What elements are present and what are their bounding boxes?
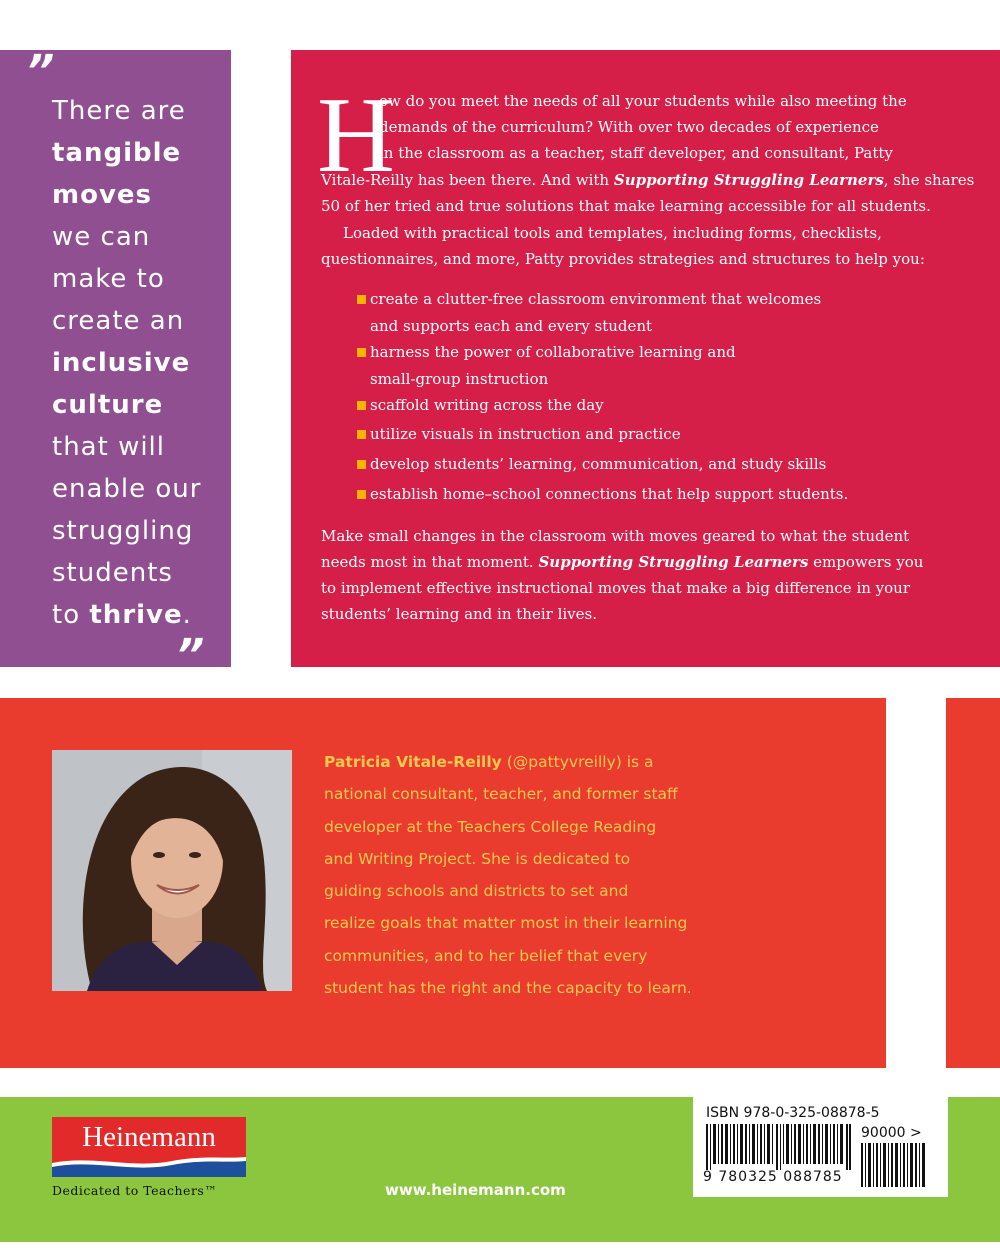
decorative-strip (946, 698, 1000, 1068)
description-line: demands of the curriculum? With over two decades of experience (379, 118, 879, 136)
list-item: harness the power of collaborative learning and small-group instruction (370, 339, 736, 392)
author-bio-panel (0, 698, 886, 1068)
author-handle: (@pattyvreilly) is a (501, 753, 654, 771)
barcode-icon (706, 1124, 851, 1170)
bullet-square-icon (357, 348, 366, 357)
list-item: develop students’ learning, communication, and study skills (370, 451, 826, 478)
author-bio (324, 746, 744, 1004)
quote-line: inclusive (52, 348, 191, 378)
description-line: needs most in that moment. Supporting Struggling Learners empowers you (321, 553, 924, 571)
bullet-square-icon (357, 490, 366, 499)
open-quote-icon: ” (26, 46, 55, 97)
quote-line: tangible (52, 138, 182, 168)
description-line: Make small changes in the classroom with moves geared to what the student (321, 527, 910, 545)
pull-quote-text (52, 90, 201, 636)
description-line: questionnaires, and more, Patty provides strategies and structures to help you: (321, 250, 925, 268)
quote-line: make to (52, 264, 165, 294)
description-line: Loaded with practical tools and templates, including forms, checklists, (343, 224, 882, 242)
bio-line: guiding schools and districts to set and (324, 882, 629, 901)
quote-line: we can (52, 222, 151, 252)
book-title: Supporting Struggling Learners (538, 553, 809, 571)
logo-wave-icon (52, 1155, 246, 1177)
quote-line: struggling (52, 516, 194, 546)
list-item: scaffold writing across the day (370, 392, 604, 419)
author-portrait-illustration (52, 750, 292, 991)
drop-cap: H (317, 76, 395, 195)
author-photo (52, 750, 292, 991)
quote-line: culture (52, 390, 164, 420)
list-item: utilize visuals in instruction and practice (370, 421, 681, 448)
description-line: to implement effective instructional moves that make a big difference in your (321, 579, 911, 597)
publisher-url[interactable]: www.heinemann.com (385, 1181, 566, 1199)
book-title: Supporting Struggling Learners (613, 171, 884, 189)
isbn-number: ISBN 978-0-325-08878-5 (706, 1105, 880, 1121)
quote-line: enable our (52, 474, 202, 504)
description-line: Vitale-Reilly has been there. And with Supporting Struggling Learners, she shares (321, 171, 975, 189)
quote-line: There are (52, 96, 186, 126)
bio-line: national consultant, teacher, and former staff (324, 785, 678, 804)
price-code: 90000 > (861, 1125, 922, 1141)
bio-line (324, 746, 744, 778)
bio-line: realize goals that matter most in their learning (324, 914, 688, 933)
bullet-square-icon (357, 295, 366, 304)
list-item: create a clutter-free classroom environment that welcomes and supports each and every student (370, 286, 821, 339)
description-line: ow do you meet the needs of all your students while also meeting the (379, 92, 907, 110)
publisher-tagline: Dedicated to Teachers™ (52, 1183, 218, 1198)
quote-line: that will (52, 432, 165, 462)
addon-barcode-icon (861, 1143, 927, 1187)
description-line: students’ learning and in their lives. (321, 605, 597, 623)
description-line: 50 of her tried and true solutions that make learning accessible for all students. (321, 197, 931, 215)
bio-line: communities, and to her belief that every (324, 946, 648, 965)
list-item: establish home–school connections that help support students. (370, 481, 848, 508)
quote-line: students (52, 558, 173, 588)
publisher-name: Heinemann (82, 1121, 216, 1153)
description-line: in the classroom as a teacher, staff developer, and consultant, Patty (379, 144, 893, 162)
quote-line: create an (52, 306, 185, 336)
quote-line: moves (52, 180, 153, 210)
pull-quote-panel (0, 46, 231, 681)
barcode-number: 9 780325 088785 (703, 1169, 843, 1185)
book-description-panel (291, 50, 1000, 667)
author-name: Patricia Vitale-Reilly (324, 753, 502, 771)
bio-line: and Writing Project. She is dedicated to (324, 849, 631, 868)
bio-line: student has the right and the capacity to learn. (324, 979, 692, 998)
bullet-square-icon (357, 430, 366, 439)
bullet-square-icon (357, 401, 366, 410)
bio-line: developer at the Teachers College Reading (324, 817, 657, 836)
back-cover-footer (0, 1097, 1000, 1242)
isbn-barcode (693, 1097, 948, 1197)
heinemann-logo (52, 1117, 246, 1177)
close-quote-icon: ” (176, 630, 205, 681)
quote-line: to thrive. (52, 600, 192, 630)
bullet-square-icon (357, 460, 366, 469)
